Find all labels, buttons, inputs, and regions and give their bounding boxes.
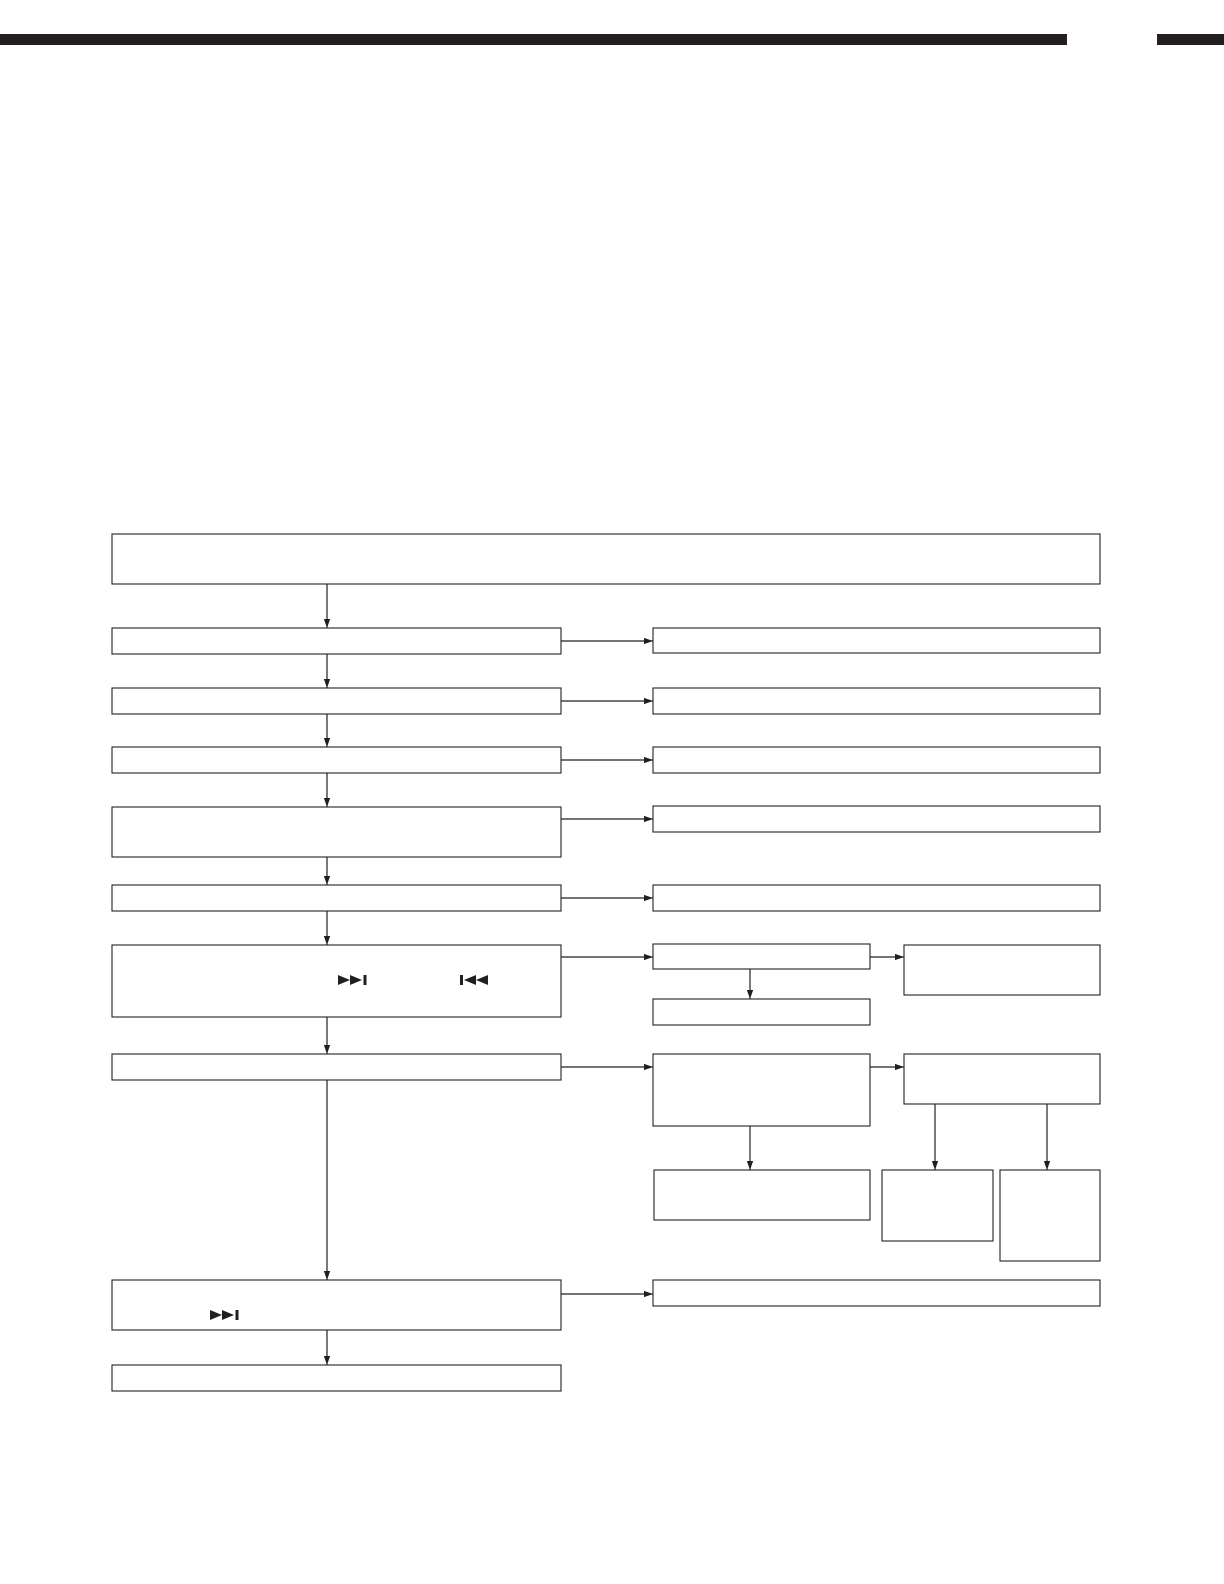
flow-step-6 [112,945,561,1017]
flow-step-4 [112,807,561,857]
flow-step-3 [112,747,561,773]
flow-step-7 [112,1054,561,1080]
flow-branch-4 [653,806,1100,832]
flow-branch-7d [882,1170,993,1241]
flow-step-8 [112,1280,561,1330]
flow-branch-6c [653,999,870,1025]
flow-branch-1 [653,628,1100,653]
flow-branch-7c [654,1170,870,1220]
flow-branch-7a [653,1054,870,1126]
flow-branch-2 [653,688,1100,714]
flow-step-9 [112,1365,561,1391]
flow-step-5 [112,885,561,911]
flow-branch-6a [653,944,870,969]
flow-step-1 [112,628,561,654]
flow-step-2 [112,688,561,714]
flow-branch-8 [653,1280,1100,1306]
flow-branch-6b [904,945,1100,995]
flow-step-top [112,534,1100,584]
flow-branch-3 [653,747,1100,773]
flow-branch-5 [653,885,1100,911]
flow-branch-7e [1000,1170,1100,1261]
flow-branch-7b [904,1054,1100,1104]
